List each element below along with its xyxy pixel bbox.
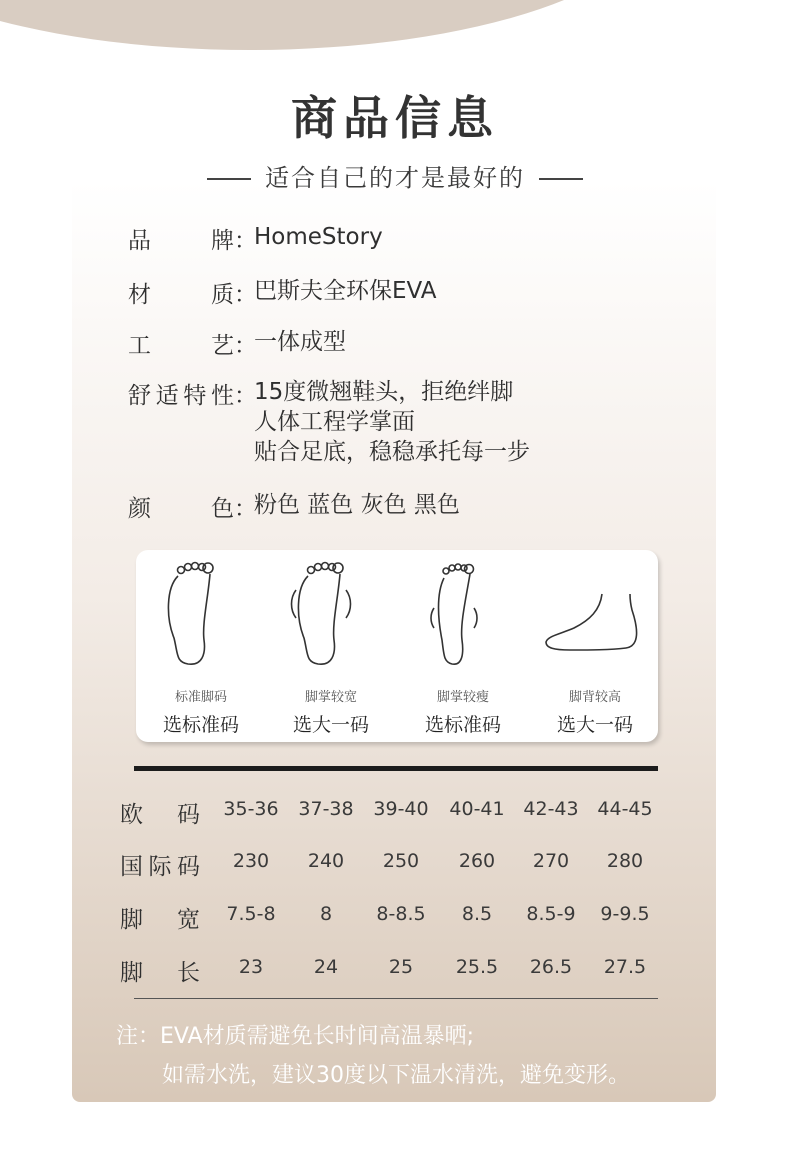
size-cell: 250	[382, 850, 420, 872]
info-row-color	[128, 490, 460, 523]
info-value: HomeStory	[254, 224, 383, 250]
page-title: 商品信息	[291, 91, 499, 145]
size-cell: 37-38	[298, 798, 354, 820]
decorative-arc	[0, 0, 660, 50]
size-cell: 25	[388, 956, 414, 978]
left-dash	[207, 178, 251, 180]
foot-type-label: 脚背较高	[568, 690, 621, 705]
foot-type-label: 标准脚码	[174, 690, 227, 705]
info-colon: ：	[234, 282, 257, 308]
size-cell: 270	[532, 850, 570, 872]
wide-foot-icon	[266, 558, 396, 678]
row-header: 国际码	[120, 854, 200, 880]
info-value-multiline	[254, 377, 530, 467]
info-colon: ：	[234, 496, 257, 522]
info-colon: ：	[234, 333, 257, 359]
row-header: 脚长	[120, 960, 200, 986]
right-dash	[539, 178, 583, 180]
size-cell: 35-36	[223, 798, 279, 820]
foot-type-label: 脚掌较宽	[304, 690, 357, 705]
info-row-craft	[128, 327, 346, 360]
info-colon: ：	[234, 383, 257, 409]
size-cell: 240	[307, 850, 345, 872]
info-label: 材质	[128, 282, 234, 308]
size-cell: 40-41	[449, 798, 505, 820]
size-cell: 26.5	[529, 956, 573, 978]
size-cell: 44-45	[597, 798, 653, 820]
size-cell: 42-43	[523, 798, 579, 820]
size-cell: 260	[458, 850, 496, 872]
size-cell: 24	[313, 956, 339, 978]
size-cell: 8-8.5	[376, 903, 426, 925]
foot-advice: 选大一码	[292, 714, 369, 736]
foot-advice: 选大一码	[556, 714, 633, 736]
info-label: 品牌	[128, 228, 234, 254]
subtitle-text: 适合自己的才是最好的	[265, 164, 525, 192]
table-bottom-divider	[134, 998, 658, 999]
info-value: 一体成型	[254, 329, 346, 355]
info-value: 粉色 蓝色 灰色 黑色	[254, 492, 460, 518]
info-label: 舒适特性	[128, 383, 234, 409]
row-header: 欧码	[120, 802, 200, 828]
table-top-divider	[134, 766, 658, 771]
info-row-material	[128, 276, 437, 309]
info-label: 工艺	[128, 333, 234, 359]
subtitle	[0, 158, 790, 193]
info-label: 颜色	[128, 496, 234, 522]
size-cell: 39-40	[373, 798, 429, 820]
row-header: 脚宽	[120, 907, 200, 933]
foot-type-narrow	[398, 550, 528, 742]
size-cell: 7.5-8	[226, 903, 276, 925]
foot-type-wide	[266, 550, 396, 742]
high-instep-foot-icon	[530, 558, 660, 678]
size-cell: 23	[238, 956, 264, 978]
care-note-line-2: 如需水洗，建议30度以下温水清洗，避免变形。	[162, 1063, 630, 1088]
foot-type-label: 脚掌较瘦	[436, 690, 489, 705]
size-cell: 230	[232, 850, 270, 872]
size-cell: 25.5	[455, 956, 499, 978]
info-row-comfort	[128, 377, 530, 467]
narrow-foot-icon	[398, 558, 528, 678]
size-cell: 8.5-9	[526, 903, 576, 925]
info-value: 巴斯夫全环保EVA	[254, 278, 437, 304]
foot-advice: 选标准码	[424, 714, 501, 736]
size-cell: 280	[606, 850, 644, 872]
size-row-intl	[120, 848, 680, 888]
size-cell: 9-9.5	[600, 903, 650, 925]
foot-advice: 选标准码	[162, 714, 239, 736]
size-cell: 8.5	[461, 903, 493, 925]
care-note-line-1: 注：EVA材质需避免长时间高温暴晒;	[116, 1024, 475, 1049]
comfort-line: 人体工程学掌面	[254, 409, 415, 435]
foot-type-high-instep	[530, 550, 660, 742]
size-cell: 8	[319, 903, 333, 925]
foot-type-card	[136, 550, 658, 742]
info-row-brand	[128, 222, 383, 255]
info-colon: ：	[234, 228, 257, 254]
size-row-eu	[120, 796, 680, 836]
comfort-line: 贴合足底，稳稳承托每一步	[254, 439, 530, 465]
size-row-length	[120, 954, 680, 994]
foot-type-standard	[136, 550, 266, 742]
comfort-line: 15度微翘鞋头，拒绝绊脚	[254, 379, 514, 405]
size-row-width	[120, 901, 680, 941]
size-cell: 27.5	[603, 956, 647, 978]
standard-foot-icon	[136, 558, 266, 678]
